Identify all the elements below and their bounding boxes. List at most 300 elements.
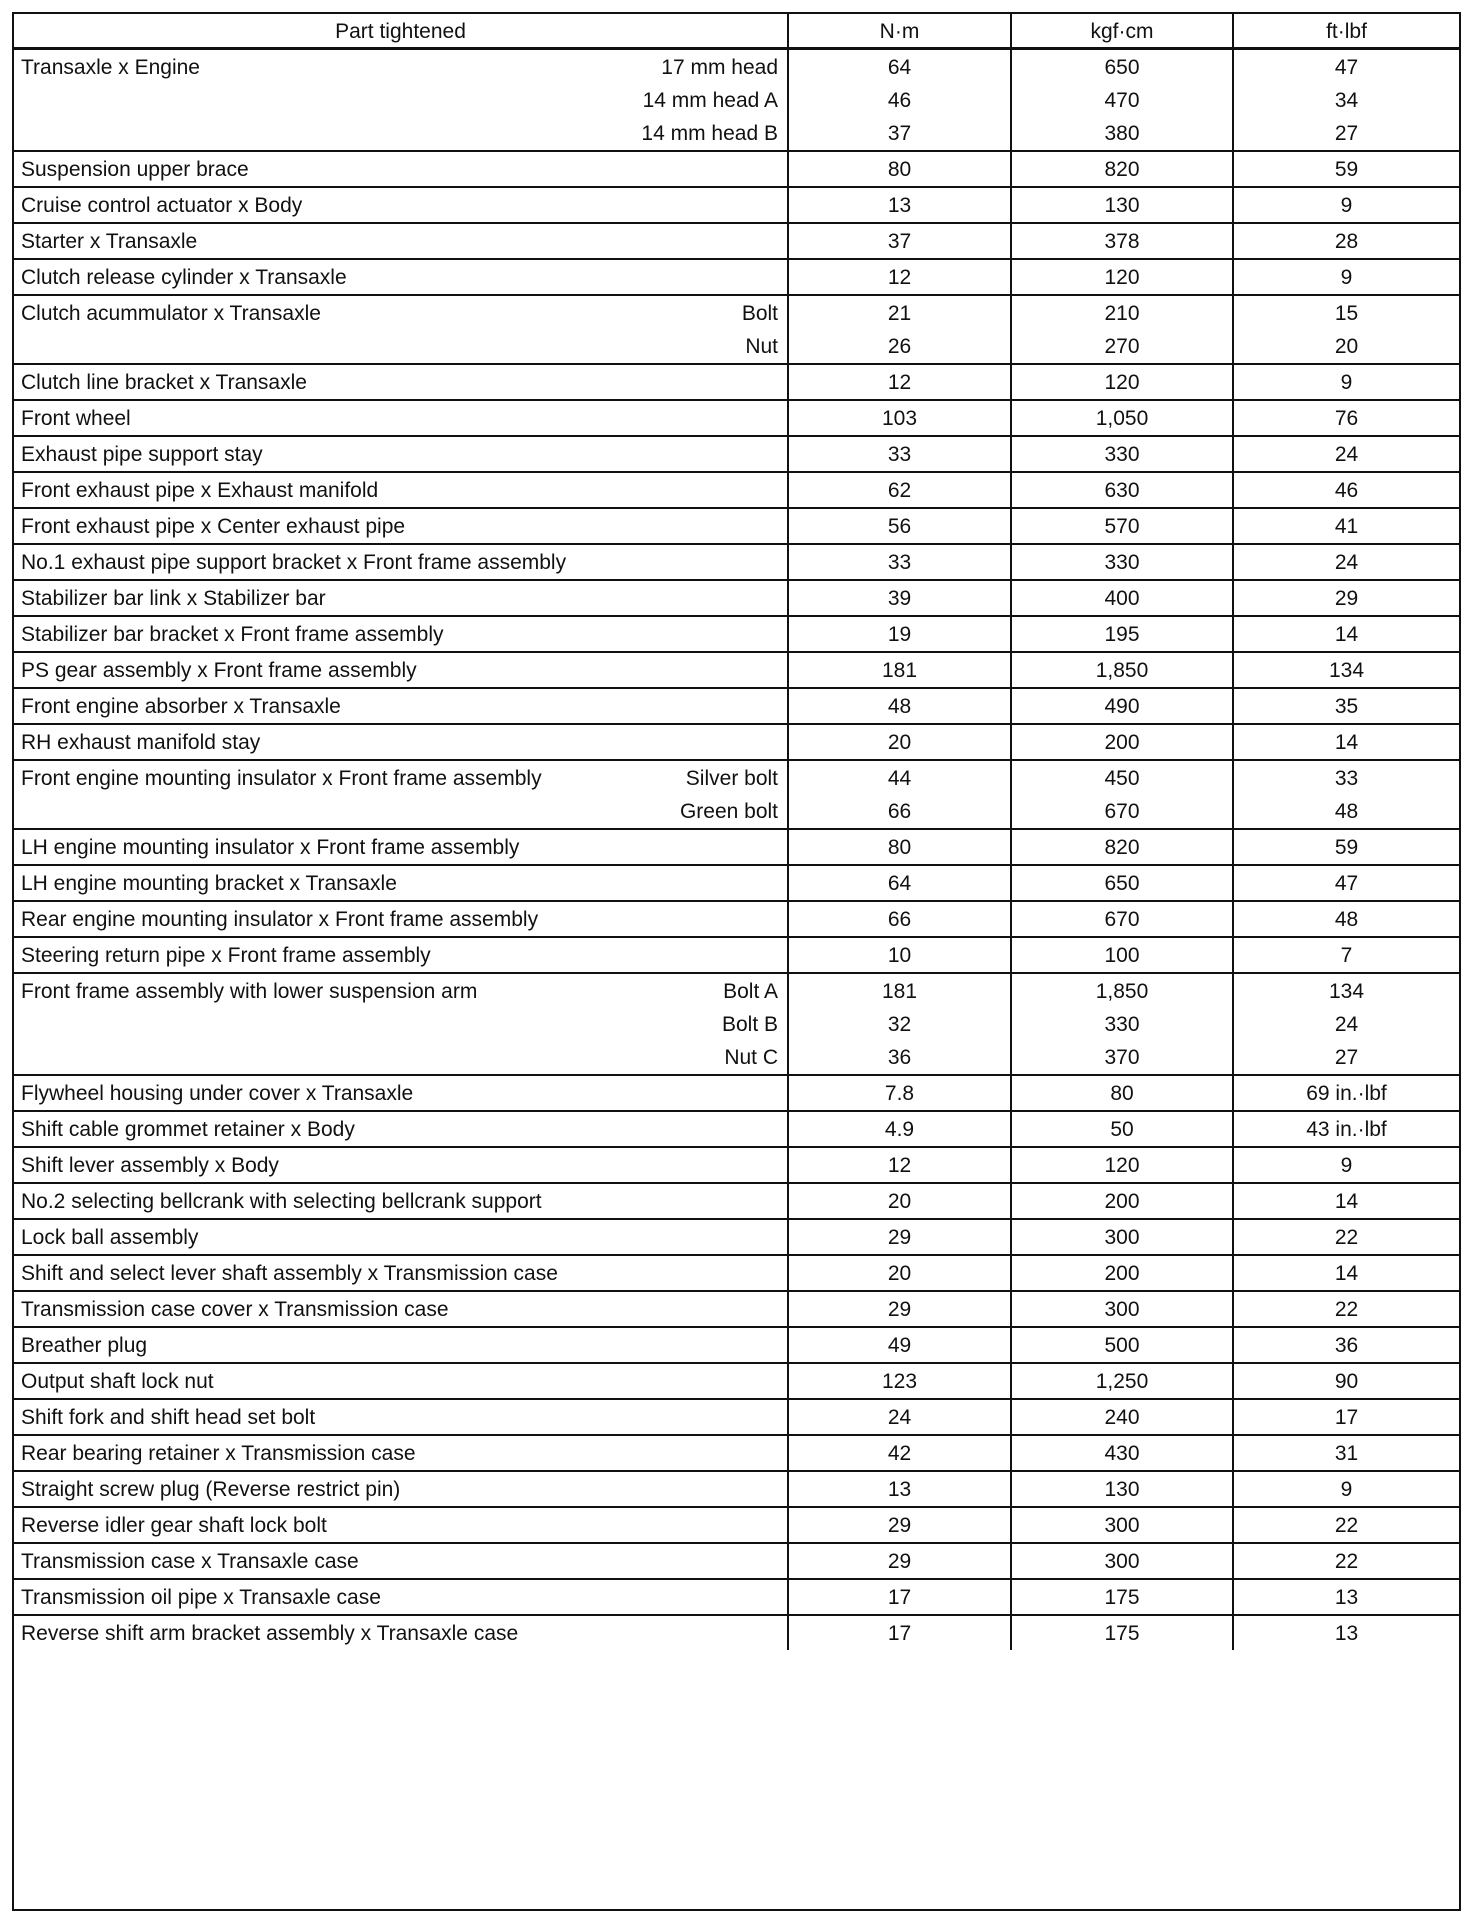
- kgfcm-value: 195: [1104, 623, 1140, 646]
- kgfcm-value: 330: [1104, 443, 1140, 466]
- ftlbf-cell: [1234, 1436, 1459, 1470]
- part-line: [14, 297, 787, 330]
- ftlbf-value: 36: [1334, 1334, 1359, 1357]
- part-line: [14, 1581, 787, 1614]
- kgfcm-value: 270: [1104, 335, 1140, 358]
- kgfcm-value: 50: [1110, 1118, 1134, 1141]
- kgfcm-cell: [1012, 188, 1234, 222]
- nm-value: 37: [887, 122, 912, 145]
- ftlbf-value: 24: [1334, 443, 1359, 466]
- kgfcm-value: 1,850: [1095, 659, 1149, 682]
- ftlbf-value: 48: [1334, 800, 1359, 823]
- nm-cell: [789, 1292, 1012, 1326]
- nm-cell: [789, 1184, 1012, 1218]
- part-cell: [14, 938, 789, 972]
- nm-value: 7.8: [884, 1082, 915, 1105]
- kgfcm-value: 630: [1104, 479, 1140, 502]
- kgfcm-value: 200: [1104, 1262, 1140, 1285]
- nm-value: 39: [887, 587, 912, 610]
- table-row: [14, 617, 1459, 653]
- nm-value: 19: [887, 623, 912, 646]
- kgfcm-value: 300: [1104, 1514, 1140, 1537]
- part-cell: [14, 260, 789, 294]
- part-line: [14, 1113, 787, 1146]
- ftlbf-cell: [1234, 974, 1459, 1074]
- part-name: Clutch acummulator x Transaxle: [21, 302, 321, 325]
- part-line: [14, 939, 787, 972]
- part-line: [14, 1185, 787, 1218]
- part-line: [14, 366, 787, 399]
- nm-cell: [789, 1400, 1012, 1434]
- table-row: [14, 902, 1459, 938]
- part-cell: [14, 545, 789, 579]
- table-row: [14, 830, 1459, 866]
- header-kgfcm: kgf·cm: [1012, 14, 1234, 47]
- part-cell: [14, 581, 789, 615]
- part-name: Flywheel housing under cover x Transaxle: [21, 1082, 414, 1105]
- part-line: [14, 1293, 787, 1326]
- ftlbf-value: 59: [1334, 158, 1359, 181]
- part-line: [14, 84, 787, 117]
- nm-value: 29: [887, 1226, 912, 1249]
- part-cell: [14, 1436, 789, 1470]
- nm-cell: [789, 1472, 1012, 1506]
- part-name: Suspension upper brace: [21, 158, 249, 181]
- kgfcm-value: 100: [1104, 944, 1140, 967]
- kgfcm-cell: [1012, 830, 1234, 864]
- header-part-tightened: Part tightened: [14, 14, 789, 47]
- part-line: [14, 330, 787, 363]
- nm-cell: [789, 224, 1012, 258]
- nm-cell: [789, 188, 1012, 222]
- fastener-label: Bolt B: [721, 1013, 778, 1036]
- table-header: [14, 14, 1459, 50]
- part-cell: [14, 1292, 789, 1326]
- ftlbf-cell: [1234, 1184, 1459, 1218]
- ftlbf-cell: [1234, 1328, 1459, 1362]
- kgfcm-value: 450: [1104, 767, 1140, 790]
- ftlbf-value: 22: [1334, 1226, 1359, 1249]
- ftlbf-value: 41: [1334, 515, 1359, 538]
- part-name: Transmission oil pipe x Transaxle case: [21, 1586, 381, 1609]
- nm-cell: [789, 938, 1012, 972]
- part-cell: [14, 1580, 789, 1614]
- ftlbf-cell: [1234, 1256, 1459, 1290]
- kgfcm-value: 430: [1104, 1442, 1140, 1465]
- nm-value: 32: [887, 1013, 912, 1036]
- kgfcm-cell: [1012, 1184, 1234, 1218]
- kgfcm-value: 80: [1110, 1082, 1134, 1105]
- ftlbf-cell: [1234, 152, 1459, 186]
- ftlbf-value: 14: [1334, 731, 1359, 754]
- kgfcm-cell: [1012, 545, 1234, 579]
- ftlbf-cell: [1234, 1220, 1459, 1254]
- nm-cell: [789, 974, 1012, 1074]
- part-line: [14, 903, 787, 936]
- ftlbf-cell: [1234, 50, 1459, 150]
- part-name: PS gear assembly x Front frame assembly: [21, 659, 417, 682]
- part-line: [14, 438, 787, 471]
- ftlbf-cell: [1234, 1400, 1459, 1434]
- part-cell: [14, 866, 789, 900]
- kgfcm-cell: [1012, 1544, 1234, 1578]
- ftlbf-value: 15: [1334, 302, 1359, 325]
- part-name: Stabilizer bar link x Stabilizer bar: [21, 587, 326, 610]
- kgfcm-cell: [1012, 1076, 1234, 1110]
- fastener-label: Green bolt: [679, 800, 778, 823]
- nm-cell: [789, 152, 1012, 186]
- nm-value: 64: [887, 56, 912, 79]
- part-cell: [14, 188, 789, 222]
- part-name: Reverse shift arm bracket assembly x Transaxle case: [21, 1622, 519, 1645]
- kgfcm-value: 330: [1104, 551, 1140, 574]
- part-line: [14, 225, 787, 258]
- nm-value: 17: [887, 1622, 912, 1645]
- ftlbf-cell: [1234, 1472, 1459, 1506]
- kgfcm-cell: [1012, 50, 1234, 150]
- ftlbf-value: 27: [1334, 122, 1359, 145]
- nm-value: 26: [887, 335, 912, 358]
- part-cell: [14, 1220, 789, 1254]
- ftlbf-cell: [1234, 830, 1459, 864]
- kgfcm-value: 240: [1104, 1406, 1140, 1429]
- part-line: [14, 1008, 787, 1041]
- part-line: [14, 402, 787, 435]
- part-name: LH engine mounting bracket x Transaxle: [21, 872, 397, 895]
- part-name: Front engine mounting insulator x Front frame assembly: [21, 767, 542, 790]
- table-row: [14, 938, 1459, 974]
- fastener-label: 14 mm head A: [642, 89, 778, 112]
- kgfcm-cell: [1012, 365, 1234, 399]
- nm-value: 21: [887, 302, 912, 325]
- table-row: [14, 1076, 1459, 1112]
- ftlbf-value: 27: [1334, 1046, 1359, 1069]
- nm-value: 181: [881, 980, 918, 1003]
- part-cell: [14, 437, 789, 471]
- table-body: [14, 50, 1459, 1650]
- table-row: [14, 296, 1459, 365]
- kgfcm-cell: [1012, 761, 1234, 828]
- fastener-label: Bolt: [741, 302, 778, 325]
- kgfcm-value: 1,850: [1095, 980, 1149, 1003]
- table-row: [14, 1148, 1459, 1184]
- part-line: [14, 510, 787, 543]
- part-cell: [14, 1148, 789, 1182]
- part-cell: [14, 902, 789, 936]
- kgfcm-cell: [1012, 1508, 1234, 1542]
- ftlbf-value: 35: [1334, 695, 1359, 718]
- ftlbf-value: 29: [1334, 587, 1359, 610]
- kgfcm-value: 130: [1104, 1478, 1140, 1501]
- kgfcm-cell: [1012, 725, 1234, 759]
- ftlbf-cell: [1234, 902, 1459, 936]
- kgfcm-value: 200: [1104, 1190, 1140, 1213]
- nm-cell: [789, 1148, 1012, 1182]
- fastener-label: Silver bolt: [685, 767, 778, 790]
- nm-value: 80: [887, 836, 912, 859]
- part-name: Clutch release cylinder x Transaxle: [21, 266, 347, 289]
- nm-value: 33: [887, 443, 912, 466]
- kgfcm-value: 470: [1104, 89, 1140, 112]
- kgfcm-cell: [1012, 1400, 1234, 1434]
- kgfcm-value: 120: [1104, 1154, 1140, 1177]
- kgfcm-cell: [1012, 1580, 1234, 1614]
- ftlbf-value: 47: [1334, 872, 1359, 895]
- header-nm: N·m: [789, 14, 1012, 47]
- nm-cell: [789, 260, 1012, 294]
- kgfcm-cell: [1012, 1112, 1234, 1146]
- table-row: [14, 1256, 1459, 1292]
- fastener-label: Nut: [745, 335, 778, 358]
- part-cell: [14, 1256, 789, 1290]
- nm-value: 4.9: [884, 1118, 915, 1141]
- ftlbf-value: 69 in.·lbf: [1306, 1082, 1387, 1105]
- part-cell: [14, 689, 789, 723]
- part-name: Clutch line bracket x Transaxle: [21, 371, 307, 394]
- nm-cell: [789, 617, 1012, 651]
- part-line: [14, 1617, 787, 1650]
- part-name: Reverse idler gear shaft lock bolt: [21, 1514, 327, 1537]
- kgfcm-cell: [1012, 509, 1234, 543]
- kgfcm-cell: [1012, 617, 1234, 651]
- nm-value: 103: [881, 407, 918, 430]
- nm-cell: [789, 1328, 1012, 1362]
- table-row: [14, 260, 1459, 296]
- kgfcm-cell: [1012, 1292, 1234, 1326]
- part-name: Front exhaust pipe x Center exhaust pipe: [21, 515, 406, 538]
- ftlbf-cell: [1234, 617, 1459, 651]
- kgfcm-cell: [1012, 1148, 1234, 1182]
- part-name: Transmission case cover x Transmission case: [21, 1298, 449, 1321]
- kgfcm-value: 1,250: [1095, 1370, 1149, 1393]
- table-row: [14, 224, 1459, 260]
- ftlbf-value: 28: [1334, 230, 1359, 253]
- nm-value: 56: [887, 515, 912, 538]
- table-row: [14, 1472, 1459, 1508]
- part-name: Front frame assembly with lower suspension arm: [21, 980, 478, 1003]
- part-cell: [14, 1508, 789, 1542]
- ftlbf-value: 14: [1334, 1190, 1359, 1213]
- ftlbf-value: 59: [1334, 836, 1359, 859]
- kgfcm-cell: [1012, 689, 1234, 723]
- nm-value: 66: [887, 908, 912, 931]
- part-name: Shift lever assembly x Body: [21, 1154, 279, 1177]
- table-row: [14, 1364, 1459, 1400]
- ftlbf-value: 9: [1340, 194, 1353, 217]
- table-row: [14, 1112, 1459, 1148]
- kgfcm-value: 820: [1104, 158, 1140, 181]
- part-name: No.1 exhaust pipe support bracket x Front frame assembly: [21, 551, 567, 574]
- kgfcm-cell: [1012, 437, 1234, 471]
- nm-value: 80: [887, 158, 912, 181]
- kgfcm-cell: [1012, 866, 1234, 900]
- kgfcm-cell: [1012, 152, 1234, 186]
- kgfcm-value: 378: [1104, 230, 1140, 253]
- part-cell: [14, 1472, 789, 1506]
- part-line: [14, 1401, 787, 1434]
- part-name: No.2 selecting bellcrank with selecting bellcrank support: [21, 1190, 542, 1213]
- nm-value: 20: [887, 1262, 912, 1285]
- part-name: Front engine absorber x Transaxle: [21, 695, 341, 718]
- kgfcm-cell: [1012, 1328, 1234, 1362]
- ftlbf-cell: [1234, 866, 1459, 900]
- nm-value: 48: [887, 695, 912, 718]
- header-ftlbf: ft·lbf: [1326, 20, 1367, 43]
- nm-value: 12: [887, 266, 912, 289]
- table-row: [14, 1508, 1459, 1544]
- table-row: [14, 581, 1459, 617]
- table-row: [14, 1292, 1459, 1328]
- part-line: [14, 795, 787, 828]
- ftlbf-value: 43 in.·lbf: [1306, 1118, 1387, 1141]
- ftlbf-value: 22: [1334, 1298, 1359, 1321]
- kgfcm-cell: [1012, 974, 1234, 1074]
- nm-value: 17: [887, 1586, 912, 1609]
- part-cell: [14, 974, 789, 1074]
- part-cell: [14, 1184, 789, 1218]
- part-cell: [14, 830, 789, 864]
- part-name: Steering return pipe x Front frame assembly: [21, 944, 431, 967]
- nm-cell: [789, 437, 1012, 471]
- kgfcm-value: 370: [1104, 1046, 1140, 1069]
- nm-cell: [789, 1436, 1012, 1470]
- part-cell: [14, 152, 789, 186]
- nm-cell: [789, 1112, 1012, 1146]
- nm-value: 12: [887, 1154, 912, 1177]
- kgfcm-value: 1,050: [1095, 407, 1149, 430]
- ftlbf-cell: [1234, 1076, 1459, 1110]
- part-line: [14, 654, 787, 687]
- part-name: Straight screw plug (Reverse restrict pin): [21, 1478, 401, 1501]
- part-name: Front wheel: [21, 407, 131, 430]
- kgfcm-cell: [1012, 1436, 1234, 1470]
- part-line: [14, 975, 787, 1008]
- kgfcm-cell: [1012, 401, 1234, 435]
- nm-value: 62: [887, 479, 912, 502]
- kgfcm-cell: [1012, 473, 1234, 507]
- kgfcm-value: 380: [1104, 122, 1140, 145]
- ftlbf-value: 48: [1334, 908, 1359, 931]
- table-row: [14, 689, 1459, 725]
- fastener-label: Nut C: [724, 1046, 778, 1069]
- part-line: [14, 1257, 787, 1290]
- part-name: Starter x Transaxle: [21, 230, 198, 253]
- ftlbf-value: 24: [1334, 1013, 1359, 1036]
- kgfcm-value: 330: [1104, 1013, 1140, 1036]
- part-name: Shift cable grommet retainer x Body: [21, 1118, 355, 1141]
- kgfcm-value: 570: [1104, 515, 1140, 538]
- kgfcm-value: 130: [1104, 194, 1140, 217]
- part-line: [14, 51, 787, 84]
- ftlbf-cell: [1234, 1292, 1459, 1326]
- ftlbf-cell: [1234, 260, 1459, 294]
- part-name: Rear engine mounting insulator x Front frame assembly: [21, 908, 539, 931]
- nm-value: 49: [887, 1334, 912, 1357]
- table-row: [14, 974, 1459, 1076]
- kgfcm-value: 650: [1104, 872, 1140, 895]
- table-row: [14, 473, 1459, 509]
- ftlbf-value: 9: [1340, 1478, 1353, 1501]
- nm-cell: [789, 1544, 1012, 1578]
- ftlbf-cell: [1234, 689, 1459, 723]
- kgfcm-value: 670: [1104, 908, 1140, 931]
- part-cell: [14, 1112, 789, 1146]
- ftlbf-cell: [1234, 938, 1459, 972]
- kgfcm-value: 300: [1104, 1226, 1140, 1249]
- ftlbf-cell: [1234, 653, 1459, 687]
- part-name: RH exhaust manifold stay: [21, 731, 261, 754]
- ftlbf-cell: [1234, 1508, 1459, 1542]
- nm-value: 13: [887, 194, 912, 217]
- part-cell: [14, 1076, 789, 1110]
- nm-cell: [789, 653, 1012, 687]
- table-row: [14, 545, 1459, 581]
- kgfcm-cell: [1012, 902, 1234, 936]
- ftlbf-value: 14: [1334, 1262, 1359, 1285]
- kgfcm-value: 210: [1104, 302, 1140, 325]
- part-line: [14, 690, 787, 723]
- kgfcm-cell: [1012, 224, 1234, 258]
- ftlbf-cell: [1234, 509, 1459, 543]
- part-name: Output shaft lock nut: [21, 1370, 214, 1393]
- nm-value: 181: [881, 659, 918, 682]
- ftlbf-value: 46: [1334, 479, 1359, 502]
- ftlbf-value: 47: [1334, 56, 1359, 79]
- ftlbf-cell: [1234, 188, 1459, 222]
- ftlbf-value: 134: [1328, 980, 1365, 1003]
- table-row: [14, 437, 1459, 473]
- nm-cell: [789, 1076, 1012, 1110]
- ftlbf-value: 9: [1340, 371, 1353, 394]
- part-line: [14, 261, 787, 294]
- kgfcm-value: 500: [1104, 1334, 1140, 1357]
- table-row: [14, 1580, 1459, 1616]
- kgfcm-value: 120: [1104, 266, 1140, 289]
- nm-cell: [789, 401, 1012, 435]
- nm-value: 20: [887, 1190, 912, 1213]
- ftlbf-cell: [1234, 401, 1459, 435]
- table-row: [14, 761, 1459, 830]
- part-line: [14, 1077, 787, 1110]
- part-line: [14, 1041, 787, 1074]
- ftlbf-value: 13: [1334, 1622, 1359, 1645]
- nm-cell: [789, 761, 1012, 828]
- table-row: [14, 1328, 1459, 1364]
- nm-cell: [789, 1508, 1012, 1542]
- nm-cell: [789, 866, 1012, 900]
- nm-value: 33: [887, 551, 912, 574]
- part-name: Front exhaust pipe x Exhaust manifold: [21, 479, 379, 502]
- ftlbf-cell: [1234, 365, 1459, 399]
- part-name: Transaxle x Engine: [21, 56, 200, 79]
- part-name: Lock ball assembly: [21, 1226, 199, 1249]
- ftlbf-value: 31: [1334, 1442, 1359, 1465]
- part-cell: [14, 1400, 789, 1434]
- ftlbf-value: 22: [1334, 1550, 1359, 1573]
- nm-cell: [789, 473, 1012, 507]
- kgfcm-cell: [1012, 1472, 1234, 1506]
- nm-value: 66: [887, 800, 912, 823]
- ftlbf-cell: [1234, 581, 1459, 615]
- nm-cell: [789, 50, 1012, 150]
- ftlbf-cell: [1234, 473, 1459, 507]
- nm-value: 36: [887, 1046, 912, 1069]
- part-name: Cruise control actuator x Body: [21, 194, 303, 217]
- table-row: [14, 509, 1459, 545]
- table-row: [14, 188, 1459, 224]
- nm-cell: [789, 1580, 1012, 1614]
- part-name: Transmission case x Transaxle case: [21, 1550, 359, 1573]
